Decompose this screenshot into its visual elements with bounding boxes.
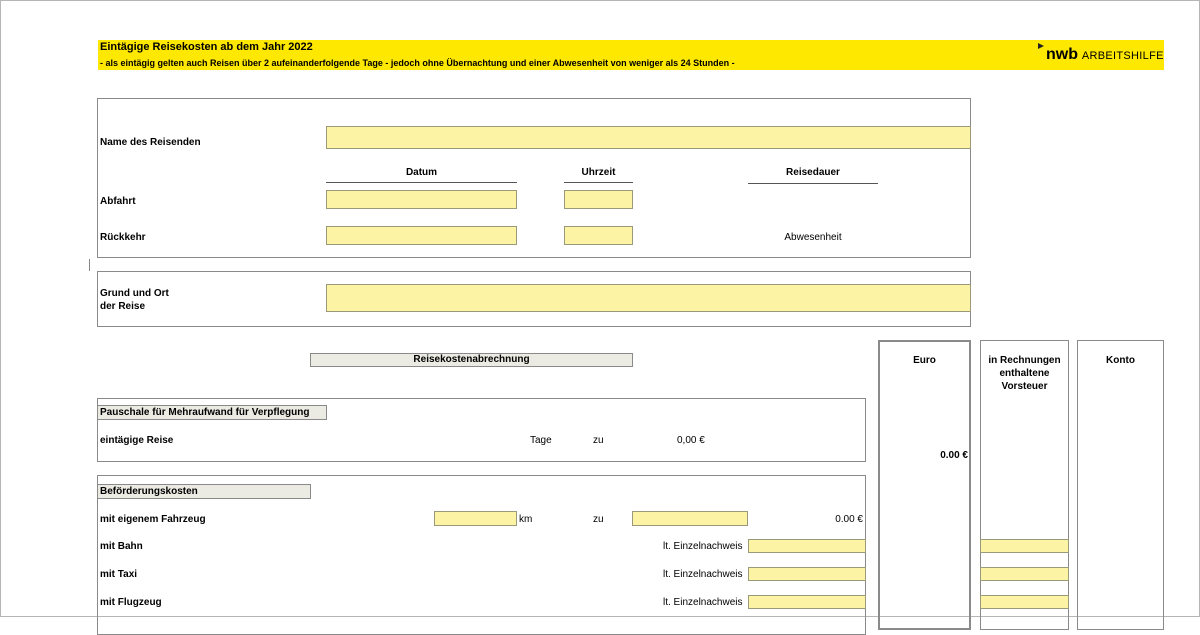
cursor-marker xyxy=(89,259,90,271)
meals-row-label: eintägige Reise xyxy=(100,435,174,446)
transport-heading: Beförderungskosten xyxy=(97,484,311,499)
time-column-header: Uhrzeit xyxy=(581,167,616,178)
return-time-input[interactable] xyxy=(564,226,633,245)
page-title: Eintägige Reisekosten ab dem Jahr 2022 xyxy=(100,41,313,53)
departure-label: Abfahrt xyxy=(100,196,136,207)
train-amount-input[interactable] xyxy=(748,539,866,553)
euro-column xyxy=(878,340,971,630)
flight-amount-input[interactable] xyxy=(748,595,866,609)
euro-column-header: Euro xyxy=(913,355,936,366)
return-date-input[interactable] xyxy=(326,226,517,245)
logo-triangle-icon xyxy=(1038,43,1044,49)
km-label: km xyxy=(519,514,533,525)
taxi-proof-label: lt. Einzelnachweis xyxy=(663,569,743,580)
transport-section xyxy=(97,475,866,635)
account-column xyxy=(1077,340,1164,630)
meals-amount: 0,00 € xyxy=(677,435,705,446)
page-subtitle: - als eintägig gelten auch Reisen über 2 aufeinanderfolgende Tage - jedoch ohne Übernachtung und einer Abwesenheit von weniger als 24 Stunden - xyxy=(100,58,735,68)
reason-label xyxy=(100,287,169,313)
meals-days-label: Tage xyxy=(530,435,552,446)
train-vat-input[interactable] xyxy=(980,539,1069,553)
name-label: Name des Reisenden xyxy=(100,137,201,148)
taxi-label: mit Taxi xyxy=(100,569,138,580)
return-label: Rückkehr xyxy=(100,232,146,243)
meals-heading: Pauschale für Mehraufwand für Verpflegung xyxy=(97,405,327,420)
nwb-logo xyxy=(1046,46,1164,64)
meals-at-label: zu xyxy=(593,435,604,446)
account-column-header: Konto xyxy=(1106,355,1135,366)
reason-label-line1: Grund und Ort xyxy=(100,288,169,299)
euro-total: 0.00 € xyxy=(940,450,968,461)
train-proof-label: lt. Einzelnachweis xyxy=(663,541,743,552)
logo-brand: nwb xyxy=(1046,46,1078,63)
taxi-vat-input[interactable] xyxy=(980,567,1069,581)
vat-header-line2: enthaltene xyxy=(999,368,1050,379)
reason-label-line2: der Reise xyxy=(100,301,146,312)
vat-header-line1: in Rechnungen xyxy=(988,355,1061,366)
train-label: mit Bahn xyxy=(100,541,143,552)
duration-header-underline xyxy=(748,183,878,184)
flight-proof-label: lt. Einzelnachweis xyxy=(663,597,743,608)
taxi-amount-input[interactable] xyxy=(748,567,866,581)
date-header-underline xyxy=(326,182,517,183)
flight-label: mit Flugzeug xyxy=(100,597,162,608)
departure-date-input[interactable] xyxy=(326,190,517,209)
flight-vat-input[interactable] xyxy=(980,595,1069,609)
departure-time-input[interactable] xyxy=(564,190,633,209)
rate-per-km-input[interactable] xyxy=(632,511,748,526)
km-input[interactable] xyxy=(434,511,517,526)
vat-header-line3: Vorsteuer xyxy=(1001,381,1048,392)
own-car-amount: 0.00 € xyxy=(835,514,863,525)
time-header-underline xyxy=(564,182,633,183)
own-car-label: mit eigenem Fahrzeug xyxy=(100,514,206,525)
vat-column-header xyxy=(980,354,1069,393)
absence-label: Abwesenheit xyxy=(784,232,842,243)
reason-input[interactable] xyxy=(326,284,971,312)
statement-heading: Reisekostenabrechnung xyxy=(310,353,633,367)
own-car-at-label: zu xyxy=(593,514,604,525)
name-input[interactable] xyxy=(326,126,971,149)
date-column-header: Datum xyxy=(405,167,438,178)
duration-column-header: Reisedauer xyxy=(786,167,840,178)
logo-suffix: ARBEITSHILFE xyxy=(1081,50,1164,62)
